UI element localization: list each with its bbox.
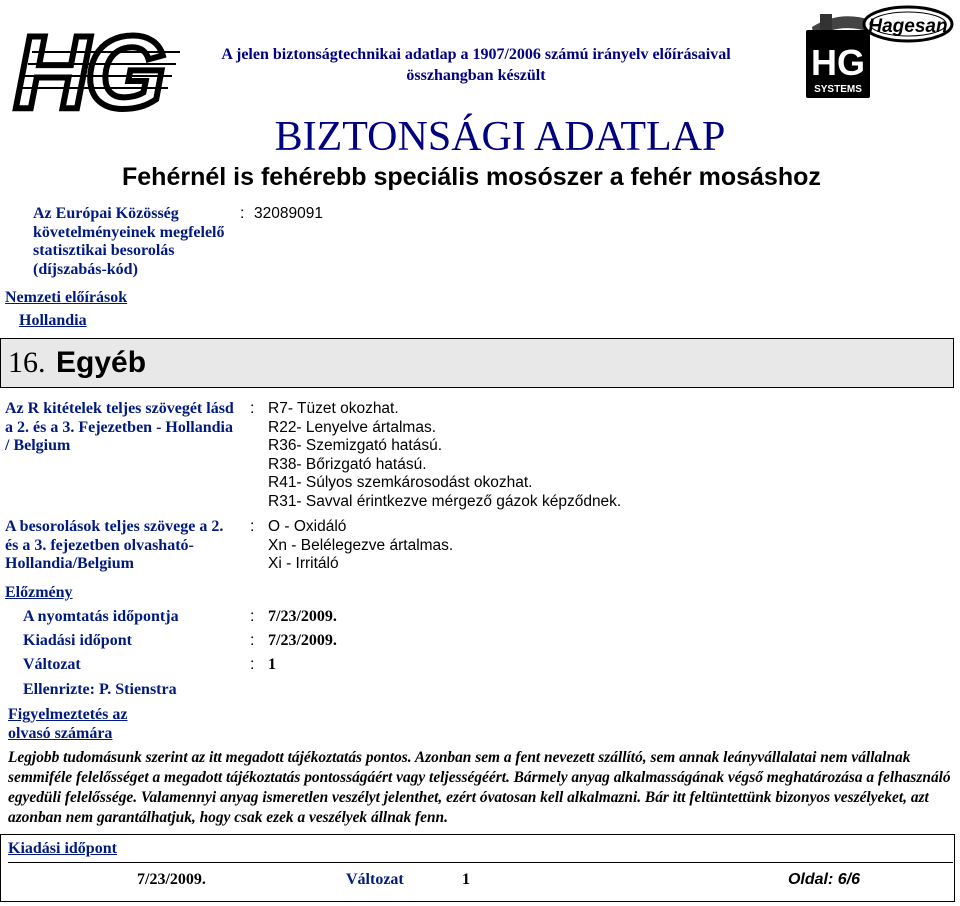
r-phrases-label: Az R kitételek teljes szövegét lásd a 2. és a 3. Fejezetben - Hollandia / Belgium — [5, 400, 234, 454]
national-country: Hollandia — [19, 312, 87, 329]
footer-date: 7/23/2009. — [137, 871, 206, 888]
version-label: Változat — [23, 656, 81, 673]
tariff-label: Az Európai Közösség követelményeinek megfelelő statisztikai besorolás (díjszabás-kód) — [33, 205, 225, 278]
tariff-code: 32089091 — [254, 205, 323, 222]
footer-page-number: Oldal: 6/6 — [787, 871, 860, 888]
r-phrase-item: R22- Lenyelve ártalmas. — [268, 418, 436, 436]
national-regulations-heading: Nemzeti előírások — [5, 289, 128, 306]
svg-text:Hagesan: Hagesan — [868, 16, 948, 37]
r-phrase-item: R38- Bőrizgató hatású. — [268, 455, 427, 473]
hagesan-logo — [800, 2, 955, 102]
r-phrase-item: R41- Súlyos szemkárosodást okozhat. — [268, 474, 533, 491]
footer-issue-label: Kiadási időpont — [8, 840, 117, 857]
print-date-label: A nyomtatás időpontja — [23, 608, 179, 625]
tariff-colon: : — [240, 205, 245, 222]
classifications-list — [268, 518, 588, 574]
classifications-label: A besorolások teljes szövege a 2. és a 3. fejezetben olvasható- Hollandia/Belgium — [5, 518, 224, 572]
print-date-colon: : — [250, 608, 255, 625]
disclaimer-text: Legjobb tudomásunk szerint az itt megadott tájékoztatás pontos. Azonban sem a fent nevezett szállító, sem annak leányvállalatai nem vállalnak semmiféle felelősséget a megadott tájékoztatás pontosságáért vagy teljességéért. Bármely anyag alkalmasságának végső meghatározása a felhasználó egyedüli felelőssége. Valamennyi anyag ismeretlen veszélyt jelenthet, ezért óvatosan kell alkalmazni. Bár itt feltüntettünk bizonyos veszélyeket, azt azonban nem garantálhatjuk, hogy csak ezek a veszélyek állnak fenn. — [8, 749, 951, 826]
document-title: BIZTONSÁGI ADATLAP — [274, 114, 726, 160]
print-date-value: 7/23/2009. — [268, 608, 337, 625]
classification-item: Xi - Irritáló — [268, 555, 339, 572]
version-colon: : — [250, 656, 255, 673]
footer-version-value: 1 — [462, 871, 470, 888]
directive-text: A jelen biztonságtechnikai adatlap a 1907/2006 számú irányelv előírásaival összhangban készült — [221, 46, 731, 84]
svg-text:HG: HG — [14, 22, 162, 122]
product-name: Fehérnél is fehérebb speciális mosószer a fehér mosáshoz — [122, 163, 821, 191]
r-phrase-item: R36- Szemizgató hatású. — [268, 437, 443, 454]
r-phrase-item: R31- Savval érintkezve mérgező gázok képződnek. — [268, 492, 622, 510]
svg-text:HG: HG — [811, 42, 865, 83]
r-phrases-list — [268, 400, 688, 511]
issue-date-colon: : — [250, 632, 255, 649]
section-number: 16. — [8, 346, 46, 379]
issue-date-value: 7/23/2009. — [268, 632, 337, 649]
hg-logo — [10, 22, 190, 122]
checked-by: Ellenrizte: P. Stienstra — [23, 681, 177, 698]
r-phrases-colon: : — [250, 400, 255, 417]
footer-version-label: Változat — [346, 871, 404, 888]
r-phrase-item: R7- Tüzet okozhat. — [268, 400, 399, 417]
svg-text:SYSTEMS: SYSTEMS — [814, 84, 862, 95]
classification-item: O - Oxidáló — [268, 518, 347, 535]
history-heading: Előzmény — [5, 584, 73, 601]
issue-date-label: Kiadási időpont — [23, 632, 132, 649]
section-title: Egyéb — [56, 346, 147, 379]
notice-heading: Figyelmeztetés az olvasó számára — [8, 706, 128, 742]
version-value: 1 — [268, 656, 276, 673]
classification-item: Xn - Belélegezve ártalmas. — [268, 536, 454, 554]
classifications-colon: : — [250, 518, 255, 535]
